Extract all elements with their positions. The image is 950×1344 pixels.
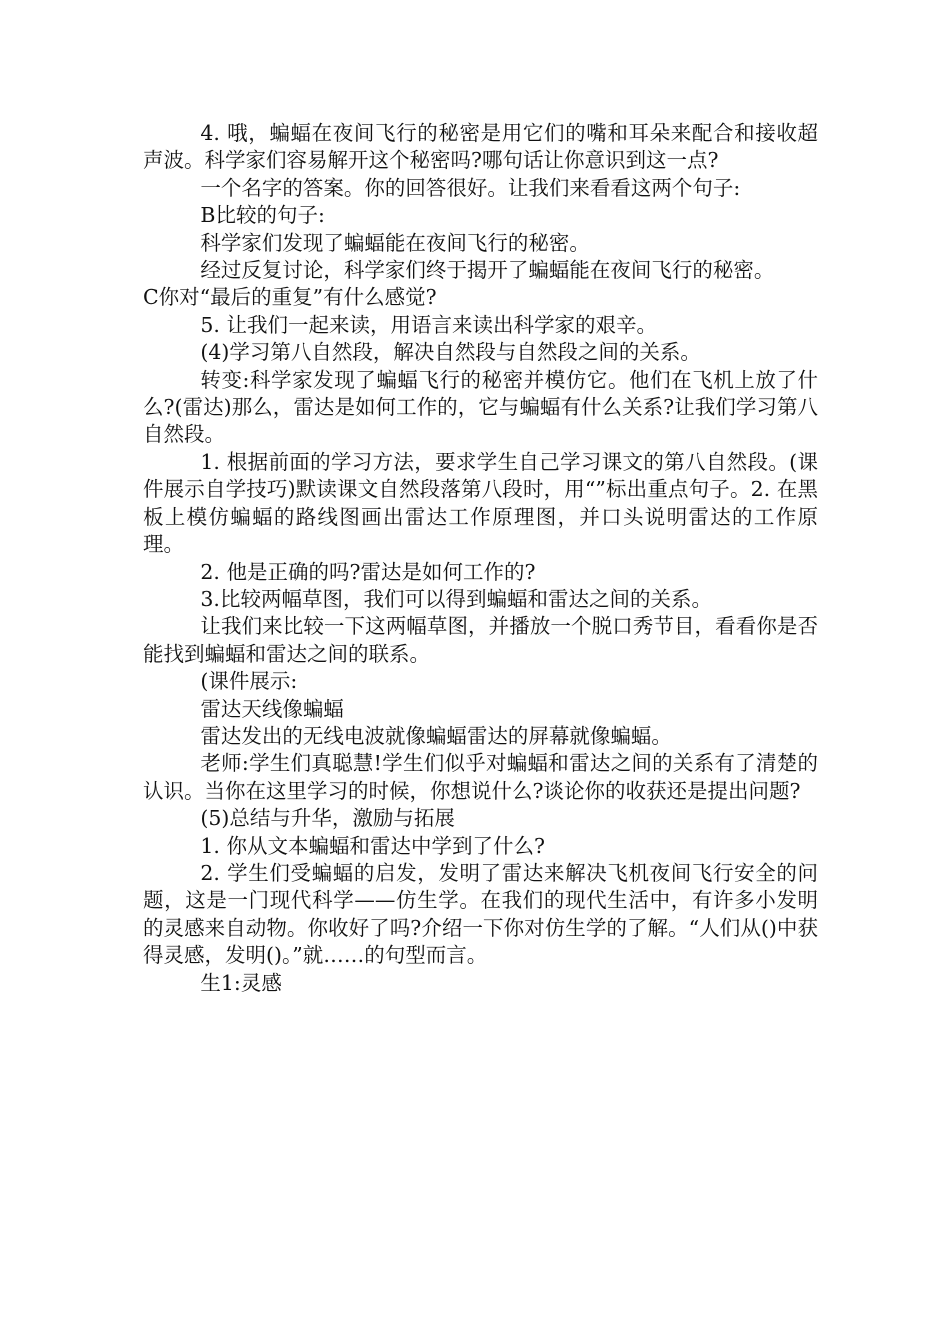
paragraph: 一个名字的答案。你的回答很好。让我们来看看这两个句子: [200,175,741,200]
paragraph: 雷达天线像蝙蝠 [200,696,344,721]
paragraph: 3.比较两幅草图，我们可以得到蝙蝠和雷达之间的关系。 [200,586,712,611]
paragraph: C你对“最后的重复”有什么感觉? [143,285,437,310]
paragraph: 经过反复讨论，科学家们终于揭开了蝙蝠能在夜间飞行的秘密。 [200,258,775,283]
paragraph: B比较的句子: [200,203,325,228]
paragraph: 4. 哦，蝙蝠在夜间飞行的秘密是用它们的嘴和耳朵来配合和接收超声波。科学家们容易解开这个秘密吗?哪句话让你意识到这一点? [143,121,818,173]
paragraph: 2. 他是正确的吗?雷达是如何工作的? [200,559,536,584]
paragraph: (课件展示: [200,669,298,694]
paragraph: 让我们来比较一下这两幅草图，并播放一个脱口秀节目，看看你是否能找到蝙蝠和雷达之间的联系。 [143,614,818,666]
paragraph: 1. 根据前面的学习方法，要求学生自己学习课文的第八自然段。(课件展示自学技巧)默读课文自然段落第八段时，用“”标出重点句子。2. 在黑板上模仿蝙蝠的路线图画出雷达工作原理图，并口头说明雷达的工作原理。 [143,449,818,557]
paragraph: 转变:科学家发现了蝙蝠飞行的秘密并模仿它。他们在飞机上放了什么?(雷达)那么，雷达是如何工作的，它与蝙蝠有什么关系?让我们学习第八自然段。 [143,367,818,447]
section-heading: (4)学习第八自然段，解决自然段与自然段之间的关系。 [200,340,701,365]
paragraph: 雷达发出的无线电波就像蝙蝠雷达的屏幕就像蝙蝠。 [200,723,672,748]
paragraph: 1. 你从文本蝙蝠和雷达中学到了什么? [200,833,545,858]
paragraph: 2. 学生们受蝙蝠的启发，发明了雷达来解决飞机夜间飞行安全的问题，这是一门现代科学——仿生学。在我们的现代生活中，有许多小发明的灵感来自动物。你收好了吗?介绍一下你对仿生学的了解。“人们从()中获得灵感，发明()。”就……的句型而言。 [143,860,818,968]
paragraph: 老师:学生们真聪慧!学生们似乎对蝙蝠和雷达之间的关系有了清楚的认识。当你在这里学习的时候，你想说什么?谈论你的收获还是提出问题? [143,751,818,803]
paragraph: 生1:灵感 [200,970,282,995]
section-heading: (5)总结与升华，激励与拓展 [200,806,455,831]
paragraph: 5. 让我们一起来读，用语言来读出科学家的艰辛。 [200,312,657,337]
paragraph: 科学家们发现了蝙蝠能在夜间飞行的秘密。 [200,230,590,255]
document-page [143,120,818,997]
